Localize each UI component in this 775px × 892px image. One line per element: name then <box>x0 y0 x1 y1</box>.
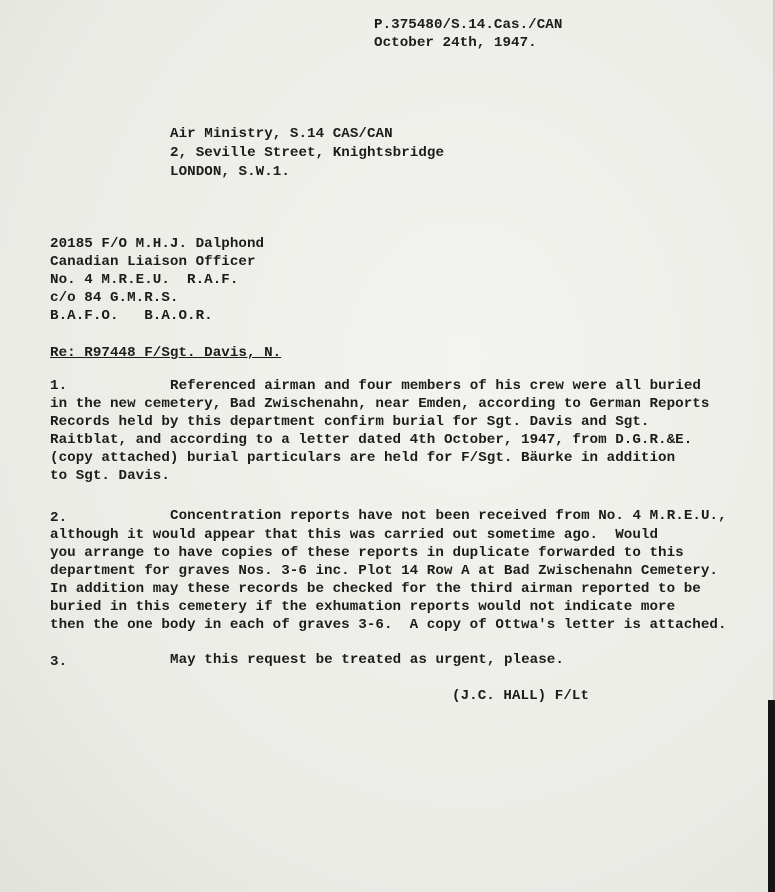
paragraph-line: then the one body in each of graves 3-6. A copy of Ottwa's letter is attached. <box>50 617 727 633</box>
paragraph-line: in the new cemetery, Bad Zwischenahn, near Emden, according to German Reports <box>50 396 710 412</box>
paragraph-number: 1. <box>50 378 68 394</box>
paragraph-line: you arrange to have copies of these reports in duplicate forwarded to this <box>50 545 684 561</box>
signature: (J.C. HALL) F/Lt <box>452 688 590 704</box>
paragraph-number: 2. <box>50 510 68 526</box>
letter-date: October 24th, 1947. <box>374 35 537 51</box>
paragraph-line: although it would appear that this was carried out sometime ago. Would <box>50 527 659 543</box>
recipient-address-line: 20185 F/O M.H.J. Dalphond <box>50 236 265 252</box>
paragraph-line: buried in this cemetery if the exhumation reports would not indicate more <box>50 599 676 615</box>
subject-line: Re: R97448 F/Sgt. Davis, N. <box>50 345 282 361</box>
recipient-address-line: No. 4 M.R.E.U. R.A.F. <box>50 272 239 288</box>
paragraph-line: department for graves Nos. 3-6 inc. Plot 14 Row A at Bad Zwischenahn Cemetery. <box>50 563 718 579</box>
reference-number: P.375480/S.14.Cas./CAN <box>374 17 563 33</box>
sender-address-line: LONDON, S.W.1. <box>170 164 290 180</box>
recipient-address-line: B.A.F.O. B.A.O.R. <box>50 308 213 324</box>
sender-address-line: Air Ministry, S.14 CAS/CAN <box>170 126 393 142</box>
paragraph-line: In addition may these records be checked for the third airman reported to be <box>50 581 701 597</box>
scan-shadow <box>768 700 775 892</box>
paragraph-line: (copy attached) burial particulars are held for F/Sgt. Bäurke in addition <box>50 450 676 466</box>
paragraph-line: Referenced airman and four members of his crew were all buried <box>170 378 701 394</box>
paragraph-line: Raitblat, and according to a letter dated 4th October, 1947, from D.G.R.&E. <box>50 432 693 448</box>
paragraph-line: May this request be treated as urgent, please. <box>170 652 564 668</box>
paragraph-number: 3. <box>50 654 68 670</box>
recipient-address-line: Canadian Liaison Officer <box>50 254 256 270</box>
paragraph-line: to Sgt. Davis. <box>50 468 170 484</box>
recipient-address-line: c/o 84 G.M.R.S. <box>50 290 179 306</box>
paragraph-line: Records held by this department confirm burial for Sgt. Davis and Sgt. <box>50 414 650 430</box>
sender-address-line: 2, Seville Street, Knightsbridge <box>170 145 445 161</box>
paragraph-line: Concentration reports have not been received from No. 4 M.R.E.U., <box>170 508 727 524</box>
